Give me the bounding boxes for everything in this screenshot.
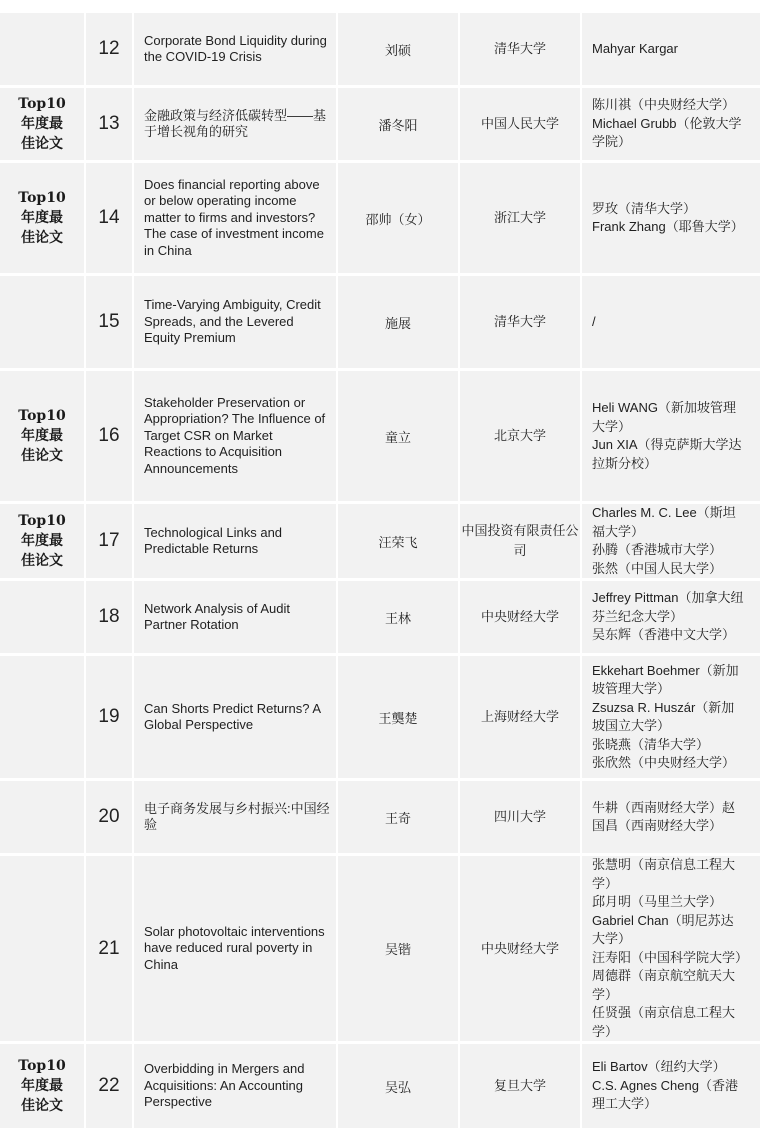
paper-title: 电子商务发展与乡村振兴:中国经验 (132, 781, 336, 853)
coauthors-cell (580, 504, 760, 578)
table-row (0, 656, 760, 778)
coauthors-cell (580, 88, 760, 160)
award-badge (0, 781, 84, 853)
row-number: 14 (84, 163, 132, 273)
author-name: 刘硕 (336, 13, 458, 85)
author-institution: 复旦大学 (458, 1044, 580, 1128)
author-name: 王奇 (336, 781, 458, 853)
coauthor-line: Jeffrey Pittman（加拿大纽芬兰纪念大学） (592, 590, 744, 624)
coauthor-line: Ekkehart Boehmer（新加坡管理大学） (592, 662, 739, 696)
row-number: 13 (84, 88, 132, 160)
paper-table-body (0, 13, 760, 1128)
author-name: 吴弘 (336, 1044, 458, 1128)
row-number: 20 (84, 781, 132, 853)
award-badge-line: Top10 (18, 190, 66, 206)
author-name: 汪荣飞 (336, 504, 458, 578)
author-institution: 中国人民大学 (458, 88, 580, 160)
coauthor-line: 邱月明（马里兰大学） (592, 894, 723, 909)
table-row (0, 1044, 760, 1128)
award-badge-line: 佳论文 (21, 230, 63, 246)
award-badge-line: 年度最 (21, 210, 63, 226)
coauthor-line: 汪寿阳（中国科学院大学） (592, 949, 749, 965)
row-number: 16 (84, 371, 132, 501)
table-row (0, 88, 760, 160)
author-name: 王龑楚 (336, 656, 458, 778)
award-badge-line: Top10 (18, 96, 66, 112)
paper-title: 金融政策与经济低碳转型——基于增长视角的研究 (132, 88, 336, 160)
award-badge (0, 504, 84, 578)
coauthor-line: 张慧明（南京信息工程大学） (592, 857, 736, 891)
row-number: 12 (84, 13, 132, 85)
author-institution: 中央财经大学 (458, 581, 580, 653)
coauthor-line: Mahyar Kargar (592, 40, 678, 56)
award-badge (0, 1044, 84, 1128)
coauthor-line: 周德群（南京航空航天大学） (592, 968, 736, 1002)
award-badge (0, 656, 84, 778)
award-badge-line: Top10 (18, 408, 66, 424)
coauthor-line: Frank Zhang（耶鲁大学） (592, 219, 744, 234)
award-badge (0, 163, 84, 273)
award-badge (0, 581, 84, 653)
paper-title: Solar photovoltaic interventions have reduced rural poverty in China (132, 856, 336, 1041)
author-name: 童立 (336, 371, 458, 501)
coauthor-line: 孙腾（香港城市大学） (592, 542, 723, 557)
table-row (0, 13, 760, 85)
coauthor-line: 罗玫（清华大学） (592, 200, 697, 216)
paper-title: Overbidding in Mergers and Acquisitions: An Accounting Perspective (132, 1044, 336, 1128)
coauthor-line: Gabriel Chan（明尼苏达大学） (592, 912, 734, 946)
author-institution: 清华大学 (458, 13, 580, 85)
award-badge-line: 佳论文 (21, 553, 63, 569)
paper-title: Does financial reporting above or below operating income matter to firms and investors? The case of investment income in China (132, 163, 336, 273)
author-institution: 上海财经大学 (458, 656, 580, 778)
row-number: 21 (84, 856, 132, 1041)
coauthor-line: 陈川祺（中央财经大学） (592, 97, 736, 113)
award-badge-line: 佳论文 (21, 448, 63, 464)
award-badge-line: 年度最 (21, 533, 63, 549)
coauthor-line: Michael Grubb（伦敦大学学院） (592, 115, 742, 150)
author-name: 吴锴 (336, 856, 458, 1041)
author-institution: 中国投资有限责任公司 (458, 504, 580, 578)
coauthors-cell (580, 856, 760, 1041)
author-institution: 中央财经大学 (458, 856, 580, 1041)
paper-title: Stakeholder Preservation or Appropriation? The Influence of Target CSR on Market Reactions to Acquisition Announcements (132, 371, 336, 501)
author-institution: 北京大学 (458, 371, 580, 501)
coauthor-line: Jun XIA（得克萨斯大学达拉斯分校） (592, 437, 742, 471)
coauthor-line: C.S. Agnes Cheng（香港理工大学） (592, 1077, 738, 1112)
coauthors-cell (580, 781, 760, 853)
author-institution: 四川大学 (458, 781, 580, 853)
author-institution: 清华大学 (458, 276, 580, 368)
coauthor-line: 吴东辉（香港中文大学） (592, 627, 736, 643)
coauthors-cell (580, 276, 760, 368)
award-badge-line: Top10 (18, 513, 66, 529)
award-badge (0, 371, 84, 501)
coauthors-cell (580, 1044, 760, 1128)
award-badge (0, 856, 84, 1041)
coauthor-line: 张欣然（中央财经大学） (592, 755, 736, 770)
row-number: 18 (84, 581, 132, 653)
table-row (0, 856, 760, 1041)
award-badge-line: 佳论文 (21, 1098, 63, 1114)
paper-title: Can Shorts Predict Returns? A Global Perspective (132, 656, 336, 778)
row-number: 15 (84, 276, 132, 368)
author-name: 王林 (336, 581, 458, 653)
coauthors-cell (580, 656, 760, 778)
paper-title: Time-Varying Ambiguity, Credit Spreads, and the Levered Equity Premium (132, 276, 336, 368)
coauthors-cell (580, 371, 760, 501)
paper-title: Corporate Bond Liquidity during the COVID-19 Crisis (132, 13, 336, 85)
award-badge (0, 88, 84, 160)
author-institution: 浙江大学 (458, 163, 580, 273)
award-badge-line: 年度最 (21, 1078, 63, 1094)
coauthors-cell (580, 581, 760, 653)
award-badge-line: Top10 (18, 1058, 66, 1074)
paper-table (0, 10, 760, 1131)
author-name: 邵帅（女） (336, 163, 458, 273)
row-number: 22 (84, 1044, 132, 1128)
table-row (0, 504, 760, 578)
coauthor-line: Charles M. C. Lee（斯坦福大学） (592, 505, 736, 539)
coauthor-line: Zsuzsa R. Huszár（新加坡国立大学） (592, 699, 735, 733)
award-badge-line: 年度最 (21, 428, 63, 444)
table-row (0, 276, 760, 368)
coauthor-line: Heli WANG（新加坡管理大学） (592, 400, 736, 434)
coauthor-line: Eli Bartov（纽约大学） (592, 1059, 726, 1075)
paper-title: Network Analysis of Audit Partner Rotation (132, 581, 336, 653)
author-name: 潘冬阳 (336, 88, 458, 160)
coauthor-line: 任贤强（南京信息工程大学） (592, 1005, 736, 1039)
paper-title: Technological Links and Predictable Returns (132, 504, 336, 578)
coauthor-line: / (592, 313, 596, 329)
award-badge (0, 276, 84, 368)
row-number: 17 (84, 504, 132, 578)
table-row (0, 781, 760, 853)
coauthor-line: 张晓燕（清华大学） (592, 736, 710, 752)
table-row (0, 581, 760, 653)
table-row (0, 163, 760, 273)
award-badge-line: 佳论文 (21, 136, 63, 152)
coauthors-cell (580, 13, 760, 85)
author-name: 施展 (336, 276, 458, 368)
coauthor-line: 张然（中国人民大学） (592, 560, 723, 576)
coauthors-cell (580, 163, 760, 273)
table-row (0, 371, 760, 501)
award-badge (0, 13, 84, 85)
row-number: 19 (84, 656, 132, 778)
coauthor-line: 牛耕（西南财经大学）赵国昌（西南财经大学） (592, 799, 736, 833)
award-badge-line: 年度最 (21, 116, 63, 132)
